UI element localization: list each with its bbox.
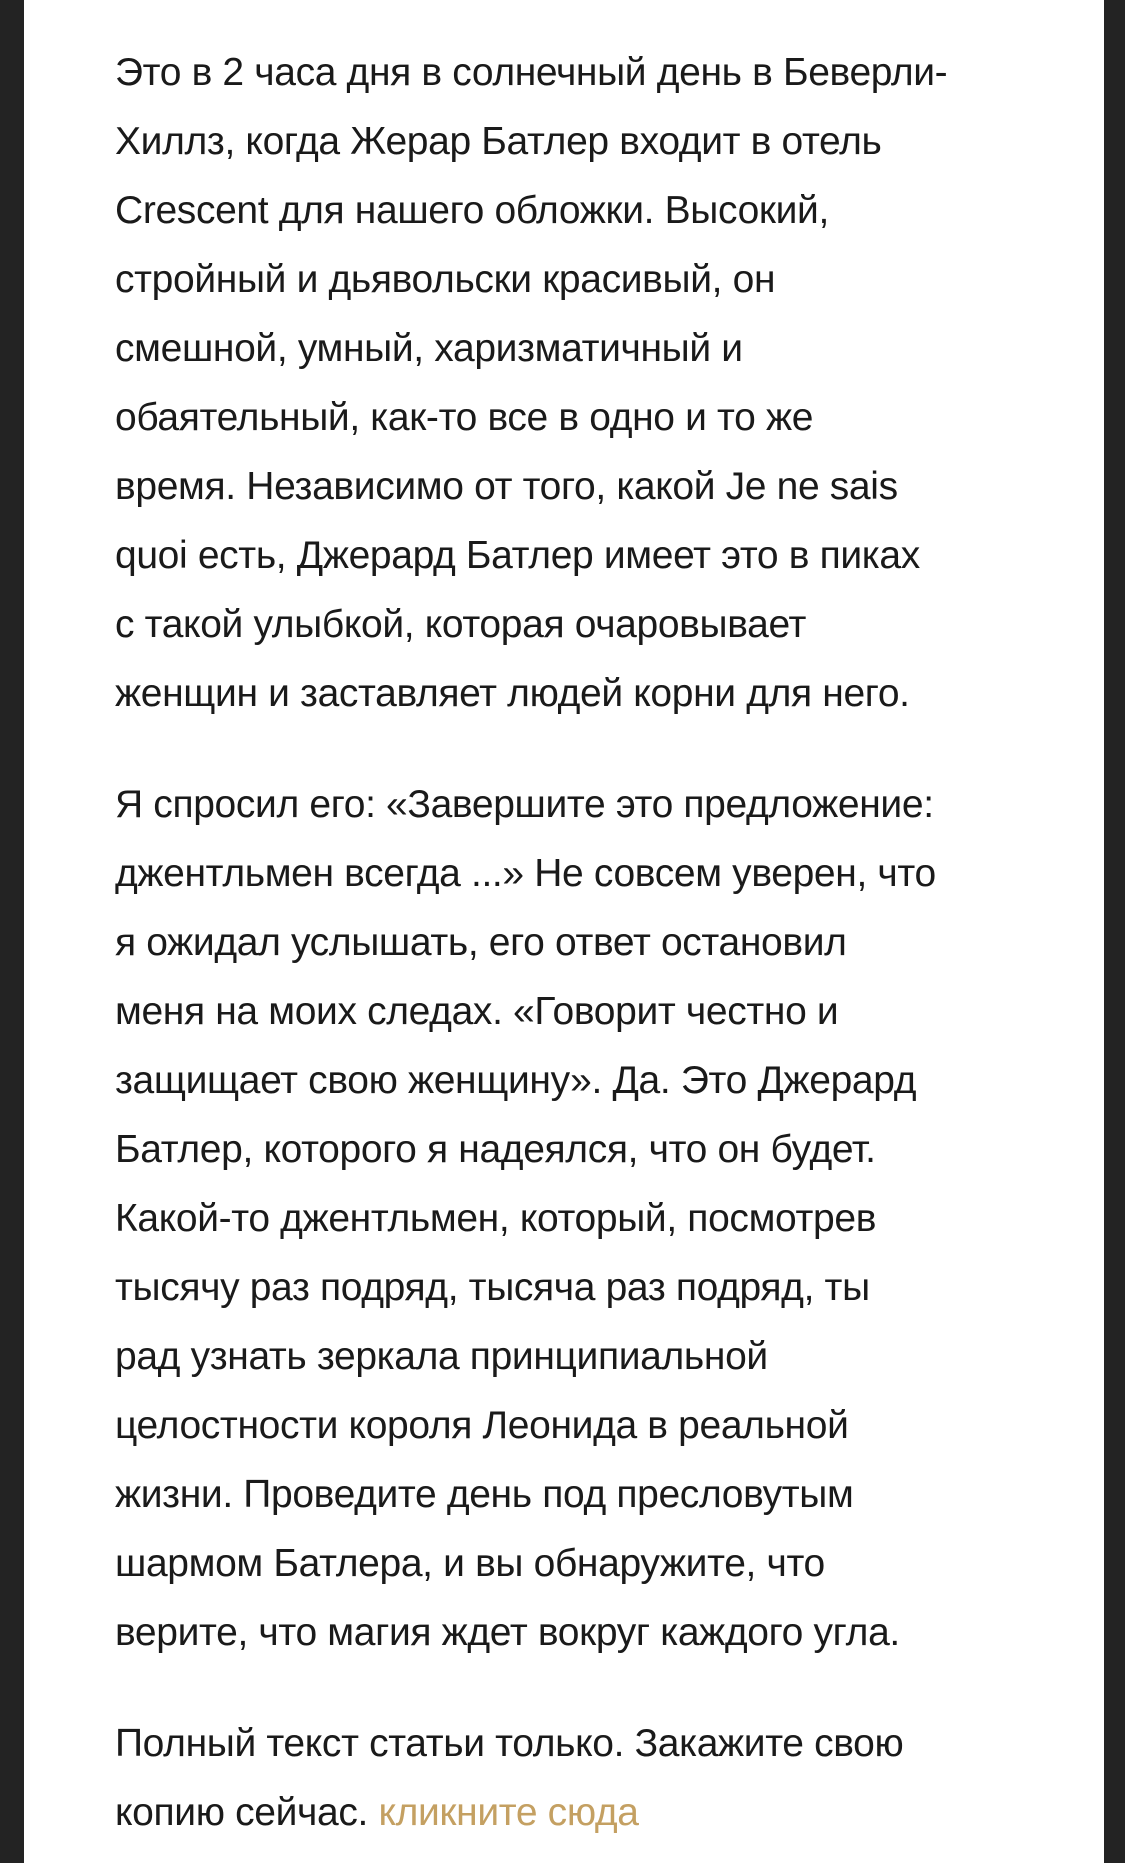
text-line: время. Независимо от того, какой Je ne sais: [115, 465, 898, 508]
text-line: жизни. Проведите день под пресловутым: [115, 1473, 854, 1516]
text-line: шармом Батлера, и вы обнаружите, что: [115, 1542, 825, 1585]
text-line: защищает свою женщину». Да. Это Джерард: [115, 1059, 917, 1102]
text-line: рад узнать зеркала принципиальной: [115, 1335, 768, 1378]
text-line: Какой-то джентльмен, который, посмотрев: [115, 1197, 877, 1240]
order-copy-link[interactable]: кликните сюда: [378, 1791, 639, 1834]
text-line-with-link: [115, 1778, 1060, 1847]
article-page: [24, 0, 1104, 1863]
text-line: Полный текст статьи только. Закажите свою: [115, 1722, 904, 1765]
text-line: Я спросил его: «Завершите это предложение:: [115, 783, 934, 826]
text-line: меня на моих следах. «Говорит честно и: [115, 990, 839, 1033]
text-line: верите, что магия ждет вокруг каждого угла.: [115, 1611, 900, 1654]
article-body: [115, 38, 1060, 1847]
text-line: Crescent для нашего обложки. Высокий,: [115, 189, 829, 232]
article-paragraph-2: [115, 770, 1060, 1667]
text-line: тысячу раз подряд, тысяча раз подряд, ты: [115, 1266, 870, 1309]
text-line: смешной, умный, харизматичный и: [115, 327, 743, 370]
article-closing-paragraph: [115, 1709, 1060, 1847]
text-line: женщин и заставляет людей корни для него.: [115, 672, 910, 715]
text-line: Это в 2 часа дня в солнечный день в Беверли-: [115, 51, 948, 94]
text-line: с такой улыбкой, которая очаровывает: [115, 603, 807, 646]
text-line: джентльмен всегда ...» Не совсем уверен, что: [115, 852, 936, 895]
text-line: я ожидал услышать, его ответ остановил: [115, 921, 847, 964]
text-line: quoi есть, Джерард Батлер имеет это в пиках: [115, 534, 920, 577]
closing-text: копию сейчас.: [115, 1791, 379, 1834]
text-line: целостности короля Леонида в реальной: [115, 1404, 849, 1447]
text-line: Батлер, которого я надеялся, что он будет.: [115, 1128, 876, 1171]
text-line: стройный и дьявольски красивый, он: [115, 258, 776, 301]
text-line: Хиллз, когда Жерар Батлер входит в отель: [115, 120, 882, 163]
text-line: обаятельный, как-то все в одно и то же: [115, 396, 814, 439]
article-paragraph-1: [115, 38, 1060, 728]
